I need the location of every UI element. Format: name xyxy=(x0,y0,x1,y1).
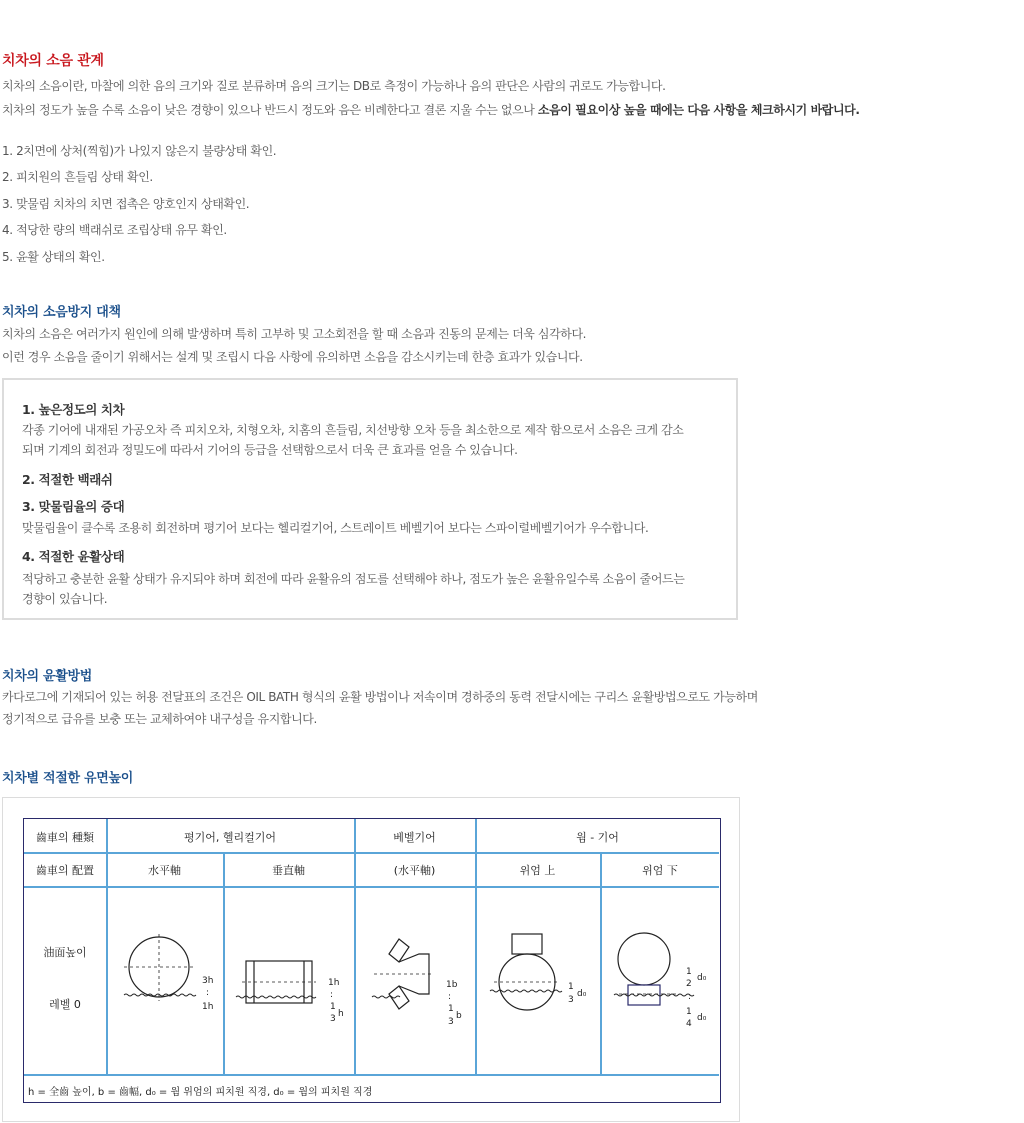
oil-height-label: 油面높이 xyxy=(43,946,87,959)
noise-line2-normal: 치차의 정도가 높을 수록 소음이 낮은 경향이 있으나 반드시 정도와 음은 비례한다고 결론 지울 수는 없으나 xyxy=(2,103,538,117)
list-item: 1. 2치면에 상처(찍힘)가 나있지 않은지 불량상태 확인. xyxy=(2,144,277,158)
ann-wd-1: 1 xyxy=(686,967,692,977)
prevention-item-desc: 되며 기계의 회전과 정밀도에 따라서 기어의 등급을 선택함으로서 더욱 큰 효과를 얻을 수 있습니다. xyxy=(22,443,518,457)
noise-line1: 치차의 소음이란, 마찰에 의한 음의 크기와 질로 분류하며 음의 크기는 DB로 측정이 가능하나 음의 판단은 사람의 귀로도 가능합니다. xyxy=(2,79,666,93)
ann-vert-1: 1h xyxy=(328,978,340,988)
lubrication-line2: 정기적으로 급유를 보충 또는 교체하여야 내구성을 유지합니다. xyxy=(2,712,317,726)
worm-shape-up xyxy=(512,934,542,954)
svg-text::: : xyxy=(448,992,452,1002)
gear-diagrams xyxy=(24,819,719,1101)
ann-bevel-b: b xyxy=(456,1011,462,1021)
svg-text::: : xyxy=(688,992,692,1002)
worm-gear-shape-down xyxy=(618,933,670,985)
ann-wd-d: d₀ xyxy=(697,973,707,983)
svg-text:d₀: d₀ xyxy=(697,1013,707,1023)
row-label-type: 齒車의 種類 xyxy=(35,831,95,844)
lubrication-line1: 카다로그에 기재되어 있는 허용 전달표의 조건은 OIL BATH 형식의 윤활 방법이나 저속이며 경하중의 동력 전달시에는 구리스 윤활방법으로도 가능하며 xyxy=(2,690,758,704)
ann-wd-4: 4 xyxy=(686,1019,692,1029)
prevention-item-desc: 맞물림율이 클수록 조용히 회전하며 평기어 보다는 헬리컬기어, 스트레이트 베벨기어 보다는 스파이럴베벨기어가 우수합니다. xyxy=(22,521,649,535)
ann-wu-2: 3 xyxy=(568,995,574,1005)
header-horizontal: 水平軸 xyxy=(148,864,181,877)
ann-vert-3: 3 xyxy=(330,1014,336,1024)
noise-line2-bold: 소음이 필요이상 높을 때에는 다음 사항을 체크하시기 바랍니다. xyxy=(537,103,860,117)
list-item: 3. 맞물림 치차의 치면 접촉은 양호인지 상태확인. xyxy=(2,196,250,211)
prevention-item-title: 3. 맞물림율의 증대 xyxy=(22,499,125,514)
prevention-item-title: 1. 높은정도의 치차 xyxy=(22,402,125,417)
header-vertical: 垂直軸 xyxy=(272,864,305,877)
ann-wd-3: 1 xyxy=(686,1007,692,1017)
ann-spur-2: 1h xyxy=(202,1002,214,1012)
header-bevel: 베벨기어 xyxy=(393,831,436,844)
oil-level-figure xyxy=(2,797,740,1122)
noise-line2 xyxy=(2,98,860,122)
level-zero-label: 레벨 0 xyxy=(49,998,81,1011)
row-label-arrangement: 齒車의 配置 xyxy=(35,864,95,877)
prevention-line2: 이런 경우 소음을 줄이기 위해서는 설계 및 조립시 다음 사항에 유의하면 소음을 감소시키는데 한층 효과가 있습니다. xyxy=(2,350,583,364)
bevel-gear-shape xyxy=(389,939,409,962)
prevention-item-desc: 각종 기어에 내재된 가공오차 즉 피치오차, 치형오차, 치홈의 흔들림, 치선방향 오차 등을 최소한으로 제작 함으로서 소음은 크게 감소 xyxy=(22,423,684,437)
prevention-box xyxy=(2,378,738,620)
prevention-item-desc: 적당하고 충분한 윤활 상태가 유지되야 하며 회전에 따라 윤활유의 점도를 선택해야 하나, 점도가 높은 윤활유일수록 소음이 줄어드는 xyxy=(22,572,685,586)
prevention-item-title: 4. 적절한 윤활상태 xyxy=(22,549,125,564)
ann-vert-h: h xyxy=(338,1009,344,1019)
svg-text::: : xyxy=(206,988,210,998)
list-item: 4. 적당한 량의 백래쉬로 조립상태 유무 확인. xyxy=(2,223,227,238)
ann-wd-2: 2 xyxy=(686,979,692,989)
prevention-item-desc: 경향이 있습니다. xyxy=(22,592,108,606)
figure-legend: h = 全齒 높이, b = 齒幅, d₀ = 웜 위엄의 피치원 직경, d₀ = 웜의 피치원 직경 xyxy=(28,1087,373,1098)
header-worm: 웜 - 기어 xyxy=(576,831,619,844)
ann-bevel-2: 1 xyxy=(448,1004,454,1014)
header-bevel-axis: (水平軸) xyxy=(393,864,436,877)
ann-wu-1: 1 xyxy=(568,982,574,992)
prevention-title: 치차의 소음방지 대책 xyxy=(2,305,121,320)
noise-check-list xyxy=(2,138,276,270)
ann-vert-2: 1 xyxy=(330,1002,336,1012)
lubrication-title: 치차의 윤활방법 xyxy=(2,669,93,684)
list-item: 5. 윤활 상태의 확인. xyxy=(2,249,105,264)
noise-title: 치차의 소음 관계 xyxy=(2,53,104,69)
oil-level-title: 치차별 적절한 유면높이 xyxy=(2,771,134,786)
svg-text::: : xyxy=(330,990,334,1000)
header-worm-up: 위엄 上 xyxy=(519,864,556,877)
list-item: 2. 피치원의 흔들림 상태 확인. xyxy=(2,170,153,185)
prevention-item-title: 2. 적절한 백래쉬 xyxy=(22,472,113,487)
prevention-line1: 치차의 소음은 여러가지 원인에 의해 발생하며 특히 고부하 및 고소회전을 할 때 소음과 진동의 문제는 더욱 심각하다. xyxy=(2,327,587,341)
header-worm-down: 위엄 下 xyxy=(642,864,678,877)
ann-bevel-3: 3 xyxy=(448,1017,454,1027)
ann-wu-d: d₀ xyxy=(577,989,587,999)
oil-level-table xyxy=(23,818,721,1103)
ann-bevel-1: 1b xyxy=(446,980,458,990)
header-spur-helical: 평기어, 헬리컬기어 xyxy=(183,831,276,844)
ann-spur-1: 3h xyxy=(202,976,214,986)
